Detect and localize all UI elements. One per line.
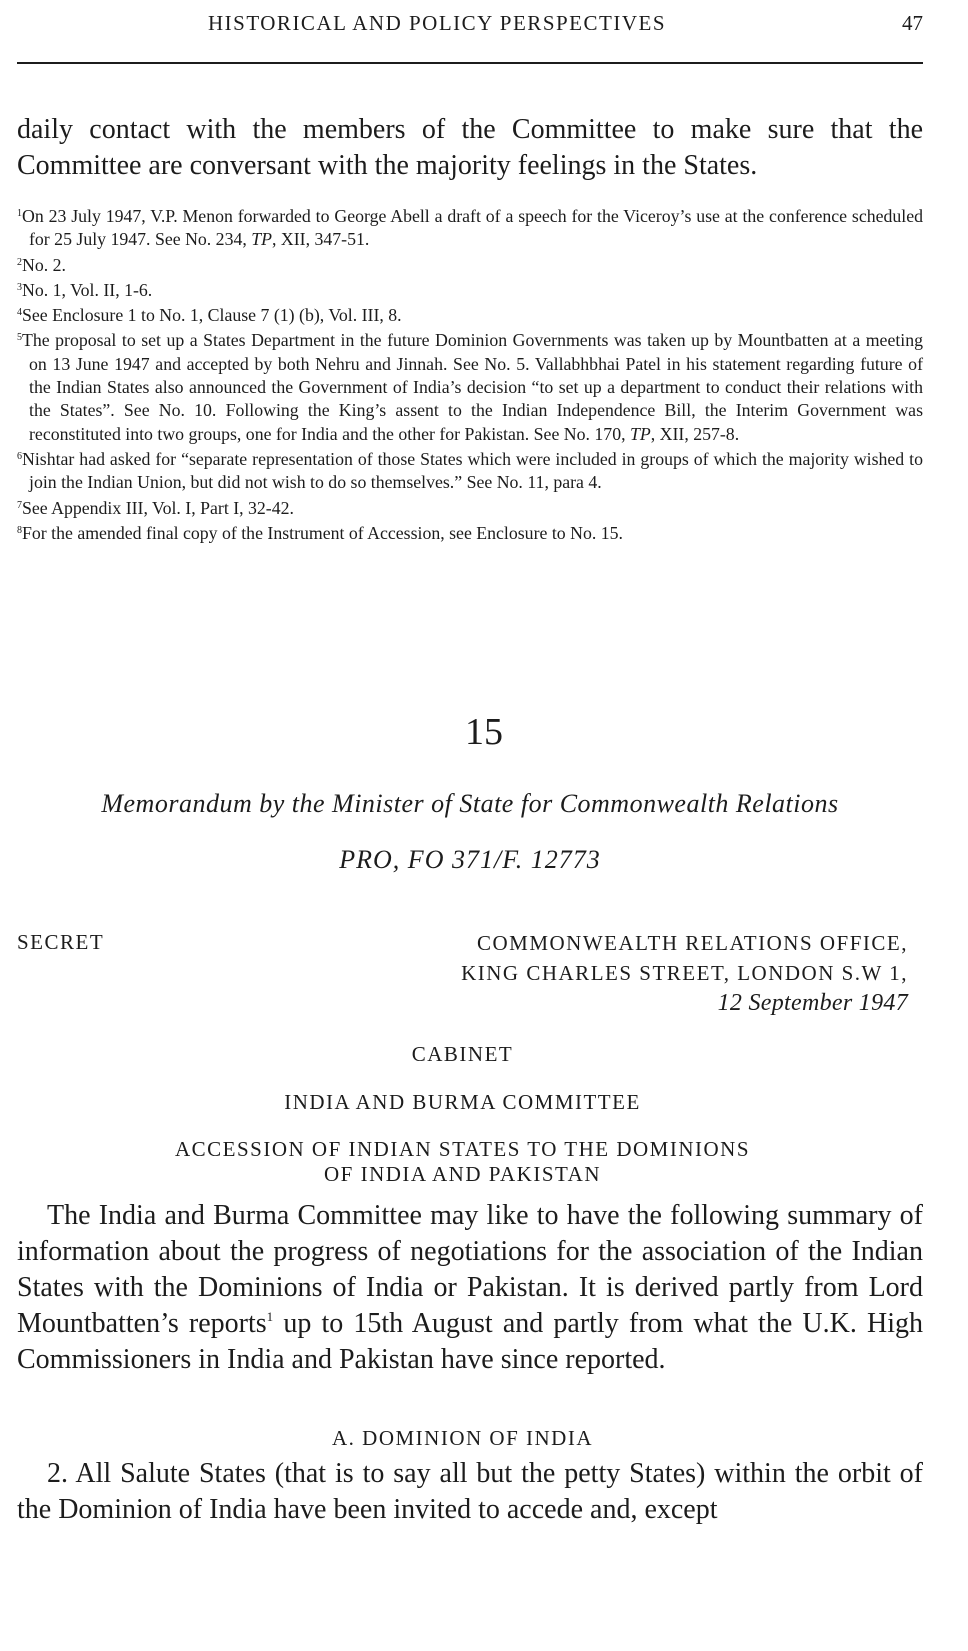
paragraph-2: 2. All Salute States (that is to say all but the petty States) within the orbit of the Dominion of India have been invited to accede and, except — [17, 1458, 923, 1525]
heading-subject-line-2: OF INDIA AND PAKISTAN — [324, 1162, 601, 1186]
footnote-marker: 1 — [17, 208, 22, 219]
footnote-text: See Appendix III, Vol. I, Part I, 32-42. — [22, 497, 294, 518]
document-title: Memorandum by the Minister of State for Commonwealth Relations — [101, 789, 839, 818]
heading-subject-line-1: ACCESSION OF INDIAN STATES TO THE DOMINIONS — [174, 1137, 751, 1161]
footnote-2 — [17, 254, 923, 277]
intro-text-end: up to 15th August and partly from what the U.K. High Commissioners in India and Pakistan have since reported. — [17, 1308, 923, 1375]
section-heading: A. DOMINION OF INDIA — [332, 1426, 593, 1450]
footnotes — [17, 205, 923, 547]
footnote-text-end: , XII, 257-8. — [650, 423, 740, 444]
footnote-marker: 4 — [17, 307, 22, 319]
sender-address — [308, 928, 908, 1018]
footnote-text: No. 1, Vol. II, 1-6. — [22, 279, 153, 300]
intro-paragraph — [17, 1198, 923, 1378]
page-number: 47 — [902, 11, 923, 35]
page-header — [17, 10, 923, 62]
classification-label: SECRET — [17, 930, 105, 954]
footnote-6 — [17, 448, 923, 495]
footnote-5 — [17, 329, 923, 445]
footnote-text: No. 2. — [22, 254, 66, 275]
document-number: 15 — [465, 711, 503, 753]
footnote-text: For the amended final copy of the Instrument of Accession, see Enclosure to No. 15. — [22, 522, 623, 543]
reference-marker: 1 — [266, 1309, 274, 1324]
footnote-abbrev: TP — [629, 423, 651, 444]
footnote-7 — [17, 497, 923, 520]
footnote-8 — [17, 522, 923, 545]
footnote-marker: 2 — [17, 256, 22, 268]
intro-text: The India and Burma Committee may like to have the following summary of information about the progress of negotiations for the association of the Indian States with the Dominions of India or Pakistan. It is derived partly from Lord Mountbatten’s reports — [17, 1200, 923, 1339]
footnote-marker: 8 — [17, 524, 22, 536]
footnote-4 — [17, 304, 923, 327]
footnote-text: Nishtar had asked for “separate representation of those States which were included in groups of which the majority wished to join the Indian Union, but did not wish to do so themselves.” See No. 11, para 4. — [22, 448, 923, 493]
footnote-3 — [17, 279, 923, 302]
footnote-marker: 3 — [17, 281, 22, 293]
footnote-abbrev: TP — [251, 229, 273, 250]
footnote-text-end: , XII, 347-51. — [272, 229, 370, 250]
address-line-1: COMMONWEALTH RELATIONS OFFICE, — [477, 931, 908, 955]
header-rule — [17, 62, 923, 64]
footnote-text: See Enclosure 1 to No. 1, Clause 7 (1) (b), Vol. III, 8. — [22, 305, 402, 326]
footnote-marker: 5 — [17, 332, 22, 344]
heading-subject — [0, 1137, 925, 1187]
document-date: 12 September 1947 — [717, 990, 908, 1016]
running-head: HISTORICAL AND POLICY PERSPECTIVES — [207, 11, 667, 35]
heading-cabinet: CABINET — [411, 1042, 514, 1066]
footnote-text: The proposal to set up a States Department in the future Dominion Governments was taken up by Mountbatten at a meeting on 13 June 1947 and accepted by both Nehru and Jinnah. See No. 5. Vallabhbhai Patel in his statement regarding future of the Indian States also announced the Government of India’s decision “to set up a department to conduct their relations with the States”. See No. 10. Following the King’s assent to the Indian Independence Bill, the Interim Government was reconstituted into two groups, one for India and the other for Pakistan. See No. 170, — [22, 330, 923, 444]
document-source: PRO, FO 371/F. 12773 — [339, 845, 601, 874]
footnote-text: On 23 July 1947, V.P. Menon forwarded to George Abell a draft of a speech for the Viceroy’s use at the conference scheduled for 25 July 1947. See No. 234, — [22, 206, 923, 250]
footnote-marker: 6 — [17, 450, 22, 462]
heading-committee: INDIA AND BURMA COMMITTEE — [284, 1090, 641, 1114]
footnote-1 — [17, 205, 923, 252]
address-line-2: KING CHARLES STREET, LONDON S.W 1, — [461, 961, 908, 985]
footnote-marker: 7 — [17, 499, 22, 511]
continuation-paragraph: daily contact with the members of the Committee to make sure that the Committee are conversant with the majority feelings in the States. — [17, 114, 923, 181]
